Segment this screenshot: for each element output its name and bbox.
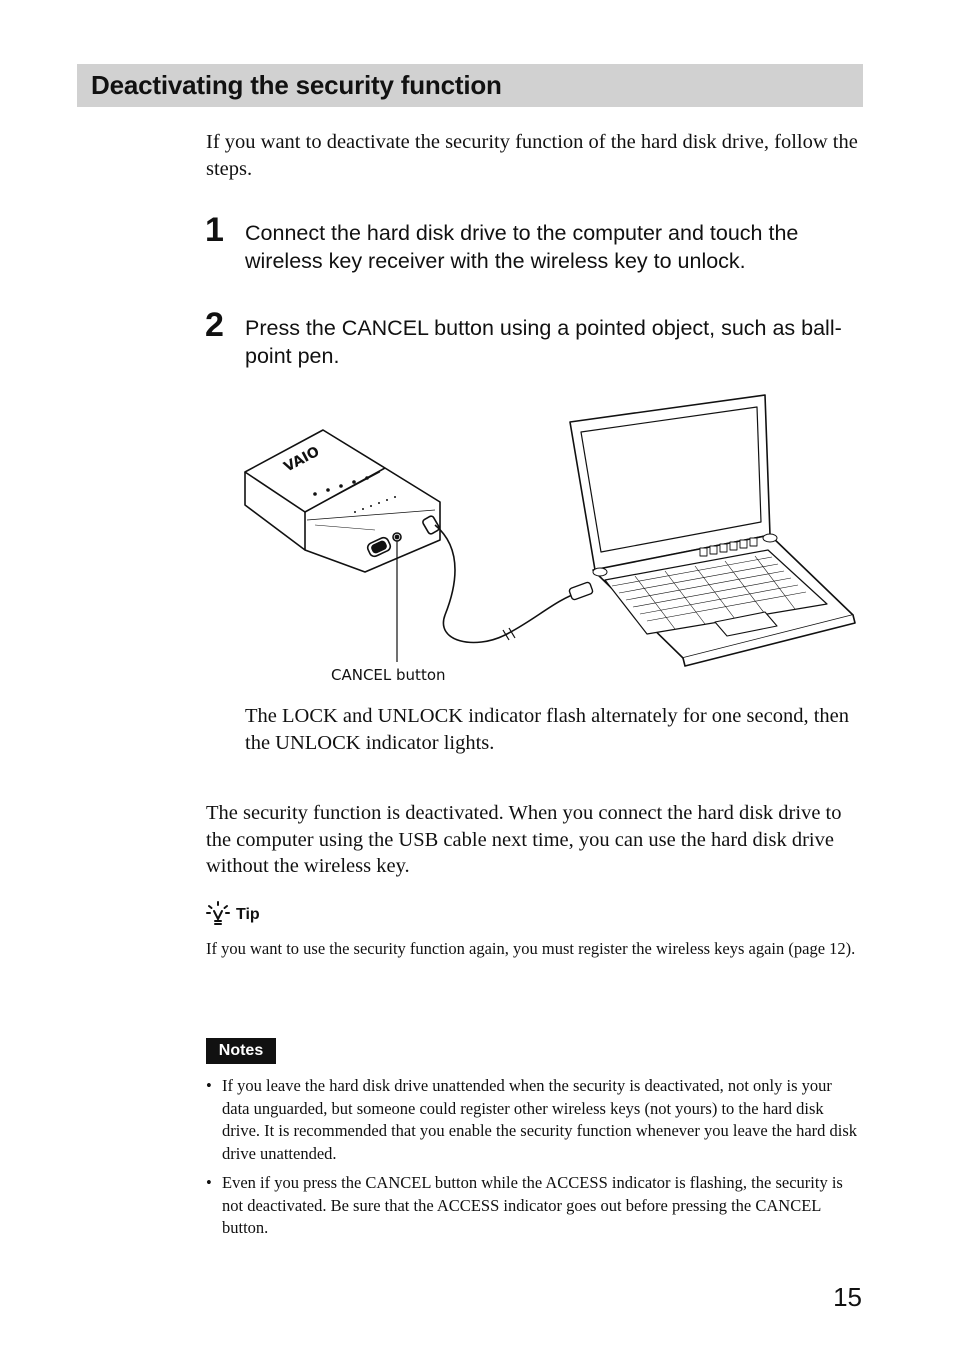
lightbulb-icon bbox=[206, 900, 232, 928]
step-2-text: Press the CANCEL button using a pointed object, such as ball-point pen. bbox=[245, 316, 842, 368]
step-2-number: 2 bbox=[205, 306, 224, 344]
connection-illustration bbox=[235, 390, 860, 690]
laptop-computer-icon bbox=[570, 395, 855, 666]
tip-text: If you want to use the security function again, you must register the wireless keys again (page 12). bbox=[206, 939, 856, 958]
page-number: 15 bbox=[833, 1282, 862, 1312]
cancel-button-callout: CANCEL button bbox=[331, 666, 446, 684]
result-paragraph: The security function is deactivated. When you connect the hard disk drive to the computer using the USB cable next time, you can use the hard disk drive without the wireless key. bbox=[206, 802, 842, 877]
note-text: If you leave the hard disk drive unattended when the security is deactivated, not only is your data unguarded, but someone could register other wireless keys (not yours) to the hard disk drive. It is recommended that you enable the security function whenever you leave the hard disk drive unattended. bbox=[222, 1076, 858, 1163]
note-text: Even if you press the CANCEL button while the ACCESS indicator is flashing, the security is not deactivated. Be sure that the ACCESS indicator goes out before pressing the CANCEL button. bbox=[222, 1173, 843, 1237]
notes-badge: Notes bbox=[206, 1038, 276, 1064]
intro-paragraph: If you want to deactivate the security function of the hard disk drive, follow the steps. bbox=[206, 131, 858, 180]
section-title: Deactivating the security function bbox=[91, 70, 502, 100]
svg-text:VAIO: VAIO bbox=[281, 443, 323, 476]
tip-label: Tip bbox=[236, 906, 260, 923]
hard-disk-drive-icon bbox=[245, 430, 440, 572]
step-1-text: Connect the hard disk drive to the computer and touch the wireless key receiver with the wireless key to unlock. bbox=[245, 221, 799, 273]
section-heading-bar bbox=[77, 64, 863, 107]
usb-cable-icon bbox=[435, 525, 580, 642]
step-2-result: The LOCK and UNLOCK indicator flash alternately for one second, then the UNLOCK indicator lights. bbox=[245, 705, 849, 754]
bullet-icon: • bbox=[206, 1076, 212, 1095]
step-1-number: 1 bbox=[205, 211, 224, 249]
bullet-icon: • bbox=[206, 1173, 212, 1192]
